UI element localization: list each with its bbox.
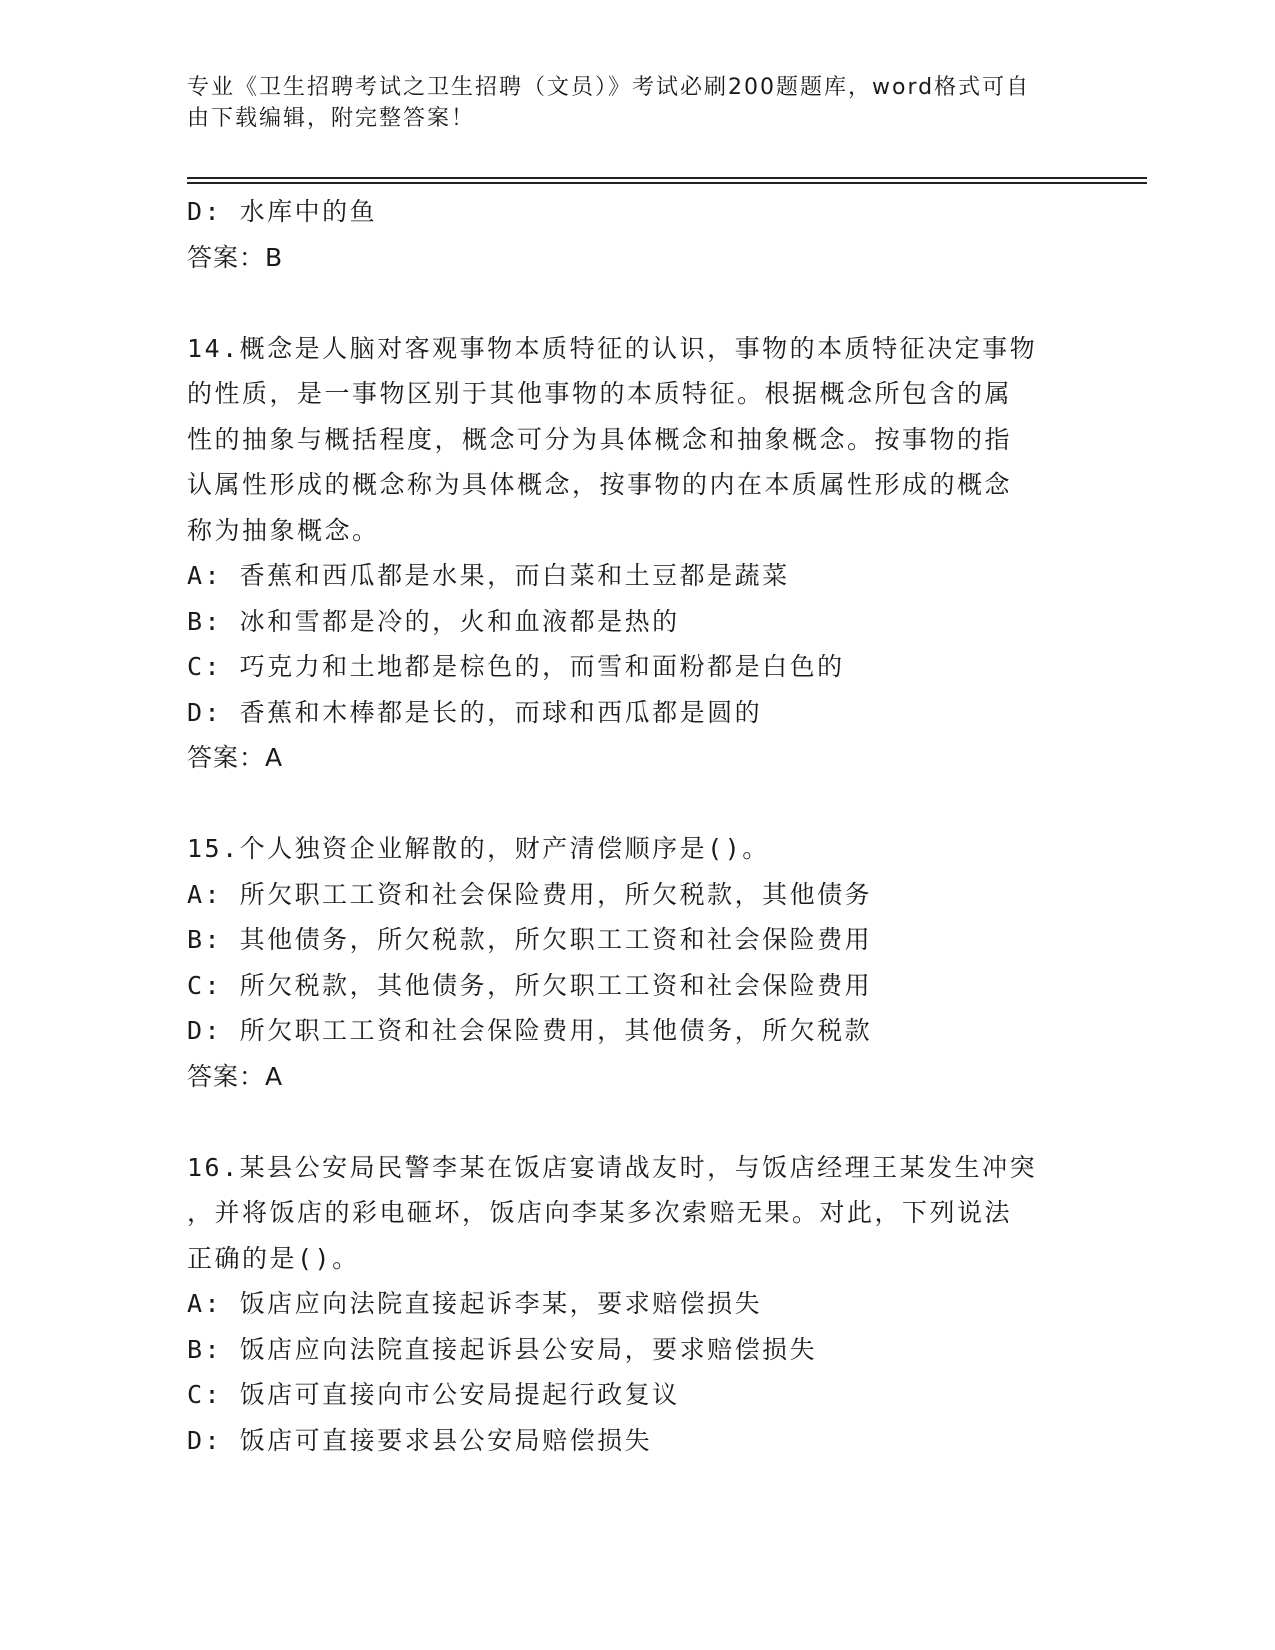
question-stem-line: 的性质，是一事物区别于其他事物的本质特征。根据概念所包含的属 xyxy=(187,379,1013,408)
option-c: C: 饭店可直接向市公安局提起行政复议 xyxy=(187,1380,680,1409)
question-stem-line: 称为抽象概念。 xyxy=(187,515,380,545)
spacer xyxy=(187,280,1087,326)
option-a: A: 饭店应向法院直接起诉李某，要求赔偿损失 xyxy=(187,1289,763,1318)
question-15 xyxy=(187,826,1087,1099)
spacer xyxy=(187,1099,1087,1145)
header-line-2: 由下载编辑，附完整答案！ xyxy=(187,106,476,131)
answer-line: 答案：B xyxy=(187,242,284,272)
option-b: B: 冰和雪都是冷的，火和血液都是热的 xyxy=(187,606,680,636)
header-divider-bottom xyxy=(187,182,1147,184)
question-stem-line: 14.概念是人脑对客观事物本质特征的认识，事物的本质特征决定事物 xyxy=(187,333,1038,363)
answer-line: 答案：A xyxy=(187,1061,284,1091)
question-stem-line: 正确的是()。 xyxy=(187,1243,360,1273)
option-b: B: 其他债务，所欠税款，所欠职工工资和社会保险费用 xyxy=(187,925,873,954)
option-c: C: 巧克力和土地都是棕色的，而雪和面粉都是白色的 xyxy=(187,652,845,681)
document-body xyxy=(187,189,1087,1463)
question-stem-line: 性的抽象与概括程度，概念可分为具体概念和抽象概念。按事物的指 xyxy=(187,424,1013,454)
option-a: A: 香蕉和西瓜都是水果，而白菜和土豆都是蔬菜 xyxy=(187,561,790,590)
option-b: B: 饭店应向法院直接起诉县公安局，要求赔偿损失 xyxy=(187,1334,818,1364)
header-line-1: 专业《卫生招聘考试之卫生招聘（文员）》考试必刷200题题库，word格式可自 xyxy=(187,75,1031,100)
question-stem-line: ，并将饭店的彩电砸坏，饭店向李某多次索赔无果。对此，下列说法 xyxy=(187,1198,1013,1227)
question-14 xyxy=(187,326,1087,781)
document-header xyxy=(187,72,1067,134)
option-d: D: 饭店可直接要求县公安局赔偿损失 xyxy=(187,1425,653,1455)
question-13-tail xyxy=(187,189,1087,280)
question-stem-line: 15.个人独资企业解散的，财产清偿顺序是()。 xyxy=(187,834,770,863)
spacer xyxy=(187,781,1087,827)
question-stem-line: 认属性形成的概念称为具体概念，按事物的内在本质属性形成的概念 xyxy=(187,470,1013,499)
option-d: D: 香蕉和木棒都是长的，而球和西瓜都是圆的 xyxy=(187,697,763,727)
option-d: D: 水库中的鱼 xyxy=(187,197,378,226)
question-stem-line: 16.某县公安局民警李某在饭店宴请战友时，与饭店经理王某发生冲突 xyxy=(187,1152,1038,1182)
option-c: C: 所欠税款，其他债务，所欠职工工资和社会保险费用 xyxy=(187,970,873,1000)
header-divider-top xyxy=(187,177,1147,179)
question-16 xyxy=(187,1145,1087,1464)
option-a: A: 所欠职工工资和社会保险费用，所欠税款，其他债务 xyxy=(187,879,873,909)
answer-line: 答案：A xyxy=(187,743,284,772)
option-d: D: 所欠职工工资和社会保险费用，其他债务，所欠税款 xyxy=(187,1016,873,1045)
